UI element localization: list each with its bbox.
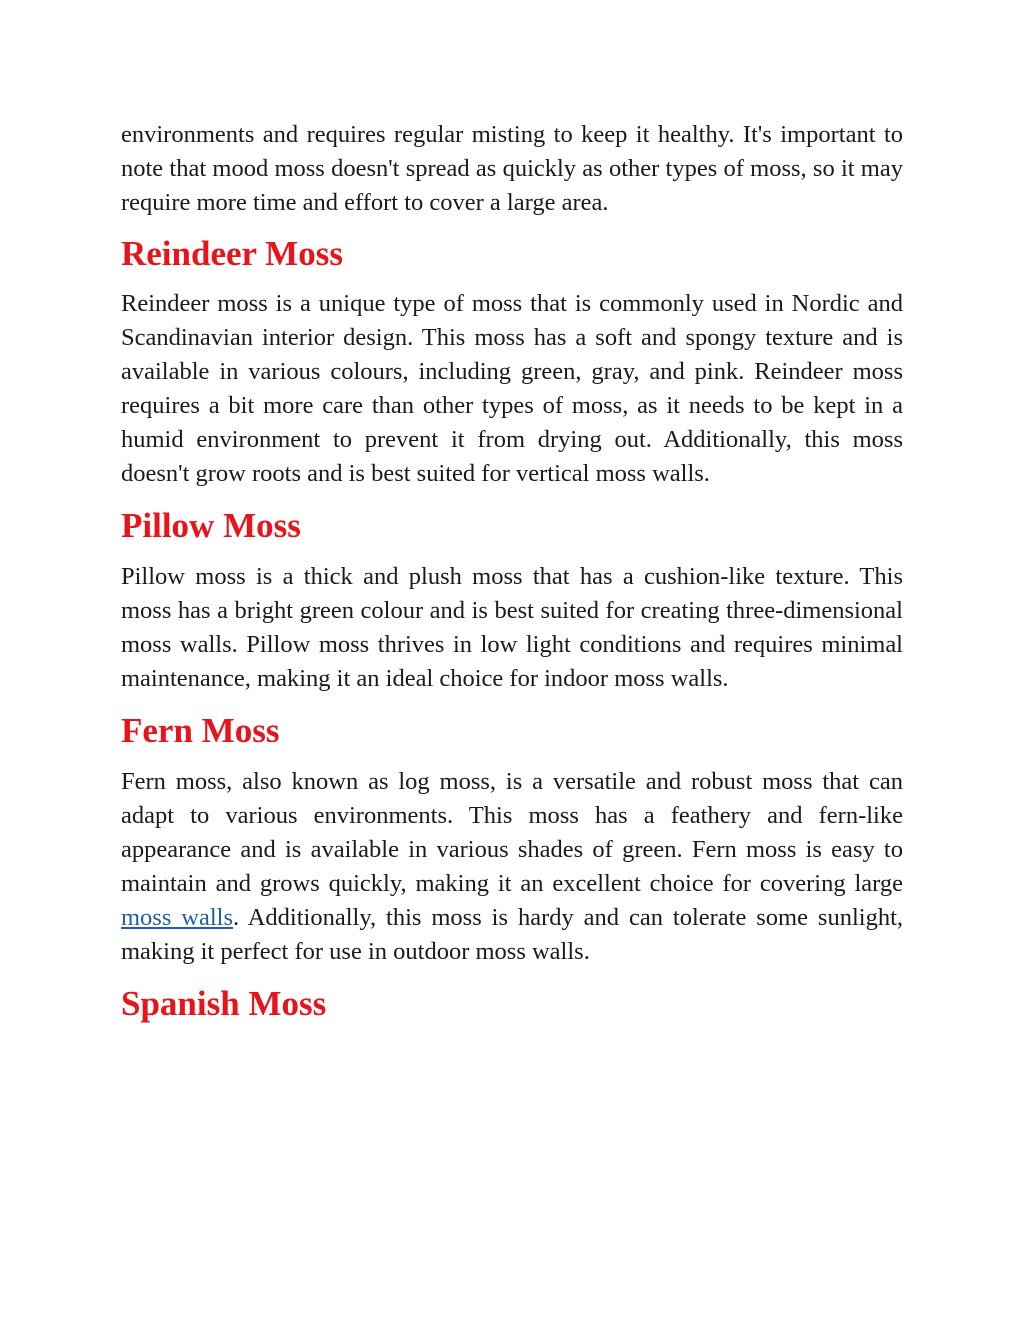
pillow-moss-paragraph: Pillow moss is a thick and plush moss that has a cushion-like texture. This moss has a bright green colour and is best suited for creating three-dimensional moss walls. Pillow moss thrives in low light conditions and requires minimal maintenance, making it an ideal choice for indoor moss walls. [121, 563, 903, 692]
heading-fern-moss: Fern Moss [121, 711, 280, 750]
fern-moss-paragraph [121, 765, 903, 969]
fern-text-before-link: Fern moss, also known as log moss, is a versatile and robust moss that can adapt to various environments. This moss has a feathery and fern-like appearance and is available in various shades of green. Fern moss is easy to maintain and grows quickly, making it an excellent choice for covering large [121, 768, 903, 897]
document-page [121, 118, 903, 1024]
moss-walls-link[interactable]: moss walls [121, 904, 234, 931]
heading-reindeer-moss: Reindeer Moss [121, 234, 343, 273]
intro-paragraph: environments and requires regular misting to keep it healthy. It's important to note that mood moss doesn't spread as quickly as other types of moss, so it may require more time and effort to cover a large area. [121, 121, 903, 216]
reindeer-moss-paragraph: Reindeer moss is a unique type of moss that is commonly used in Nordic and Scandinavian interior design. This moss has a soft and spongy texture and is available in various colours, including green, gray, and pink. Reindeer moss requires a bit more care than other types of moss, as it needs to be kept in a humid environment to prevent it from drying out. Additionally, this moss doesn't grow roots and is best suited for vertical moss walls. [121, 290, 903, 487]
heading-spanish-moss: Spanish Moss [121, 984, 327, 1023]
heading-pillow-moss: Pillow Moss [121, 506, 301, 545]
fern-text-after-link: . Additionally, this moss is hardy and can tolerate some sunlight, making it perfect for use in outdoor moss walls. [121, 904, 903, 965]
